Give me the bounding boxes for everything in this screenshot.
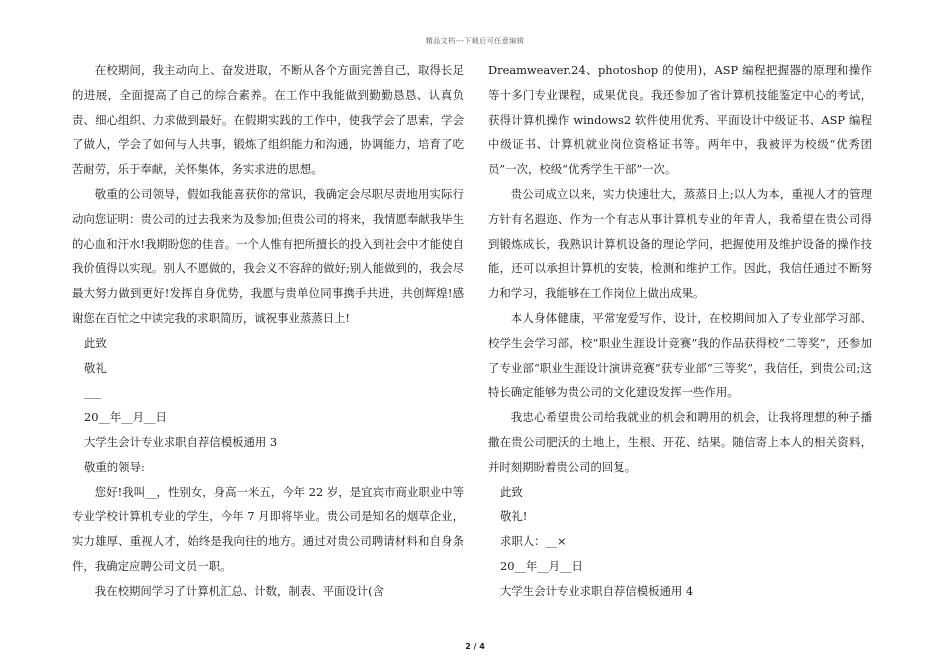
- paragraph: 贵公司成立以来，实力快速壮大，蒸蒸日上;以人为本，重视人才的管理方针有名遐迩、作为一个有志从事计算机专业的年青人，我希望在贵公司得到锻炼成长，我熟识计算机设备的理论学问，把握使用及维护设备的操作技能，还可以承担计算机的安装，检测和维护工作。因此，我信任通过不断努力和学习，我能够在工作岗位上做出成果。: [488, 186, 872, 301]
- paragraph: 您好!我叫__，性别女，身高一米五，今年 22 岁，是宜宾市商业职业中等专业学校计算机专业的学生，今年 7 月即将毕业。贵公司是知名的烟草企业，实力雄厚、重视人才，始终是我向往的地方。通过对贵公司聘请材料和自身条件，我确定应聘公司文员一职。: [72, 484, 464, 573]
- closing-regards: 敬礼: [84, 360, 107, 375]
- paragraph: 在校期间，我主动向上、奋发进取，不断从各个方面完善自己，取得长足的进展，全面提高了自己的综合素养。在工作中我能做到勤勤恳恳、认真负责、细心组织、力求做到最好。在假期实践的工作中，使我学会了思索，学会了做人，学会了如何与人共事，锻炼了组织能力和沟通，协调能力，培育了吃苦耐劳，乐于奉献，关怀集体，务实求进的思想。: [72, 63, 464, 177]
- date-line: 20__年__月__日: [500, 558, 583, 573]
- date-line: 20__年__月__日: [84, 410, 167, 425]
- paragraph: 本人身体健康，平常宠爱写作，设计，在校期间加入了专业部学习部、校学生会学习部，校“职业生涯设计竞赛”我的作品获得校“二等奖”，还参加了专业部“职业生涯设计演讲竞赛”获专业部“三等奖”，我信任，到贵公司;这特长确定能够为贵公司的文化建设发挥一些作用。: [488, 310, 872, 400]
- paragraph: 敬重的公司领导，假如我能喜获你的常识，我确定会尽职尽责地用实际行动向您证明：贵公司的过去我来为及参加;但贵公司的将来，我情愿奉献我毕生的心血和汗水!我期盼您的佳音。一个人惟有把所擅长的投入到社会中才能使自我价值得以实现。别人不愿做的，我会义不容辞的做好;别人能做到的，我会尽最大努力做到更好!发挥自身优势，我愿与贵单位同事携手共进，共创辉煌!感谢您在百忙之中读完我的求职简历，诚祝事业蒸蒸日上!: [72, 186, 464, 325]
- applicant-line: 求职人：__×: [500, 534, 567, 549]
- right-column: [488, 58, 872, 604]
- paragraph: 我在校期间学习了计算机汇总、计数，制表、平面设计(含: [94, 583, 385, 598]
- closing-salutation: 此致: [500, 484, 523, 499]
- page-header: 精品文档---下载后可任意编辑: [425, 37, 525, 45]
- section-title: 大学生会计专业求职自荐信模板通用 4: [500, 583, 694, 598]
- page-number: 2 / 4: [465, 642, 485, 651]
- paragraph: 我忠心希望贵公司给我就业的机会和聘用的机会，让我将理想的种子播撒在贵公司肥沃的土地上，生根、开花、结果。随信寄上本人的相关资料，并时刻期盼着贵公司的回复。: [488, 410, 872, 474]
- closing-regards: 敬礼!: [500, 509, 528, 524]
- signature-line: ___: [84, 385, 102, 400]
- closing-salutation: 此致: [84, 335, 107, 350]
- section-title: 大学生会计专业求职自荐信模板通用 3: [84, 434, 278, 449]
- left-column: [72, 58, 464, 604]
- paragraph: Dreamweaver.24、photoshop 的使用)，ASP 编程把握器的原理和操作等十多门专业课程，成果优良。我还参加了省计算机技能鉴定中心的考试，获得计算机操作 windows2 软件使用优秀、平面设计中级证书、ASP 编程中级证书、计算机就业岗位资格证书等。两年中，我被评为校级“优秀团员”一次，校级“优秀学生干部”一次。: [488, 63, 872, 177]
- greeting: 敬重的领导:: [84, 459, 145, 474]
